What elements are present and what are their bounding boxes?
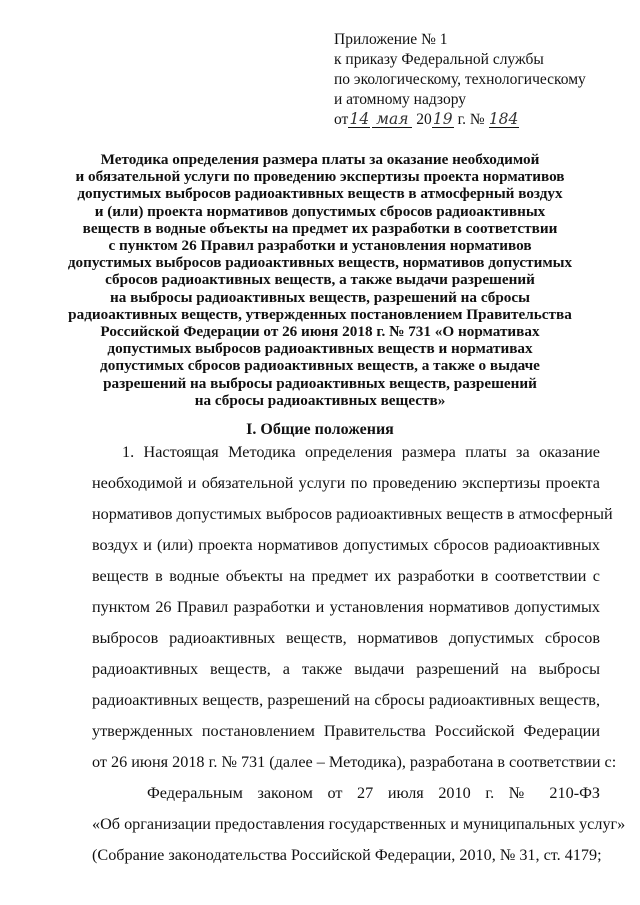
title-line: Российской Федерации от 26 июня 2018 г. № 731 «О нормативах xyxy=(100,323,540,341)
year-prefix: 20 xyxy=(416,111,432,128)
title-line: допустимых выбросов радиоактивных веществ в атмосферный воздух xyxy=(77,185,563,203)
document-title xyxy=(60,151,580,409)
section-heading: I. Общие положения xyxy=(246,421,394,438)
title-line: с пунктом 26 Правил разработки и установления нормативов xyxy=(108,237,532,255)
appendix-order-line: к приказу Федеральной службы xyxy=(334,51,544,68)
appendix-date-line xyxy=(334,110,586,130)
body-line: (Собрание законодательства Российской Федерации, 2010, № 31, ст. 4179; xyxy=(92,846,602,864)
body-line: 1. Настоящая Методика определения размера платы за оказание xyxy=(122,443,600,461)
handwritten-order-number: 184 xyxy=(488,110,519,128)
body-line: веществ в водные объекты на предмет их разработки в соответствии с xyxy=(92,567,600,585)
title-line: и обязательной услуги по проведению экспертизы проекта нормативов xyxy=(75,168,565,186)
title-line: и (или) проекта нормативов допустимых сбросов радиоактивных xyxy=(94,202,546,220)
title-line: Методика определения размера платы за оказание необходимой xyxy=(100,151,540,168)
body-text xyxy=(92,437,626,871)
appendix-agency-line: по экологическому, технологическому xyxy=(334,71,586,88)
title-line: веществ в водные объекты на предмет их разработки в соответствии xyxy=(82,219,558,237)
appendix-agency-line-2: и атомному надзору xyxy=(334,91,466,108)
body-line: от 26 июня 2018 г. № 731 (далее – Методика), разработана в соответствии с: xyxy=(92,753,617,771)
handwritten-day: 14 xyxy=(349,110,370,128)
body-line: нормативов допустимых выбросов радиоактивных веществ в атмосферный xyxy=(92,505,613,523)
body-line: выбросов радиоактивных веществ, нормативов допустимых сбросов xyxy=(92,629,600,647)
body-line: «Об организации предоставления государственных и муниципальных услуг» xyxy=(92,815,626,833)
appendix-block xyxy=(334,30,586,130)
handwritten-month: мая xyxy=(372,111,412,128)
title-line: допустимых сбросов радиоактивных веществ, а также о выдаче xyxy=(100,357,540,375)
title-line: допустимых выбросов радиоактивных веществ, нормативов допустимых xyxy=(67,254,573,272)
body-line: необходимой и обязательной услуги по проведению экспертизы проекта xyxy=(92,474,600,492)
title-line: радиоактивных веществ, утвержденных постановлением Правительства xyxy=(68,305,572,323)
body-line: Федеральным законом от 27 июля 2010 г. № 210-ФЗ xyxy=(147,784,600,802)
title-line: разрешений на выбросы радиоактивных веществ, разрешений xyxy=(103,374,537,392)
appendix-number: Приложение № 1 xyxy=(334,31,448,48)
handwritten-year: 19 xyxy=(432,110,453,128)
title-line: сбросов радиоактивных веществ, а также выдачи разрешений xyxy=(105,271,535,289)
body-line: пунктом 26 Правил разработки и установления нормативов допустимых xyxy=(92,598,600,616)
title-line: допустимых выбросов радиоактивных веществ и нормативах xyxy=(107,340,533,358)
title-line: на сбросы радиоактивных веществ» xyxy=(194,391,446,409)
body-line: радиоактивных веществ, разрешений на сбросы радиоактивных веществ, xyxy=(92,691,600,709)
date-prefix: от xyxy=(334,111,349,128)
title-line: на выбросы радиоактивных веществ, разрешений на сбросы xyxy=(110,288,530,306)
body-line: утвержденных постановлением Правительства Российской Федерации xyxy=(92,722,600,740)
body-line: радиоактивных веществ, а также выдачи разрешений на выбросы xyxy=(92,660,600,678)
body-line: воздух и (или) проекта нормативов допустимых сбросов радиоактивных xyxy=(92,536,600,554)
year-label: г. № xyxy=(457,111,485,128)
